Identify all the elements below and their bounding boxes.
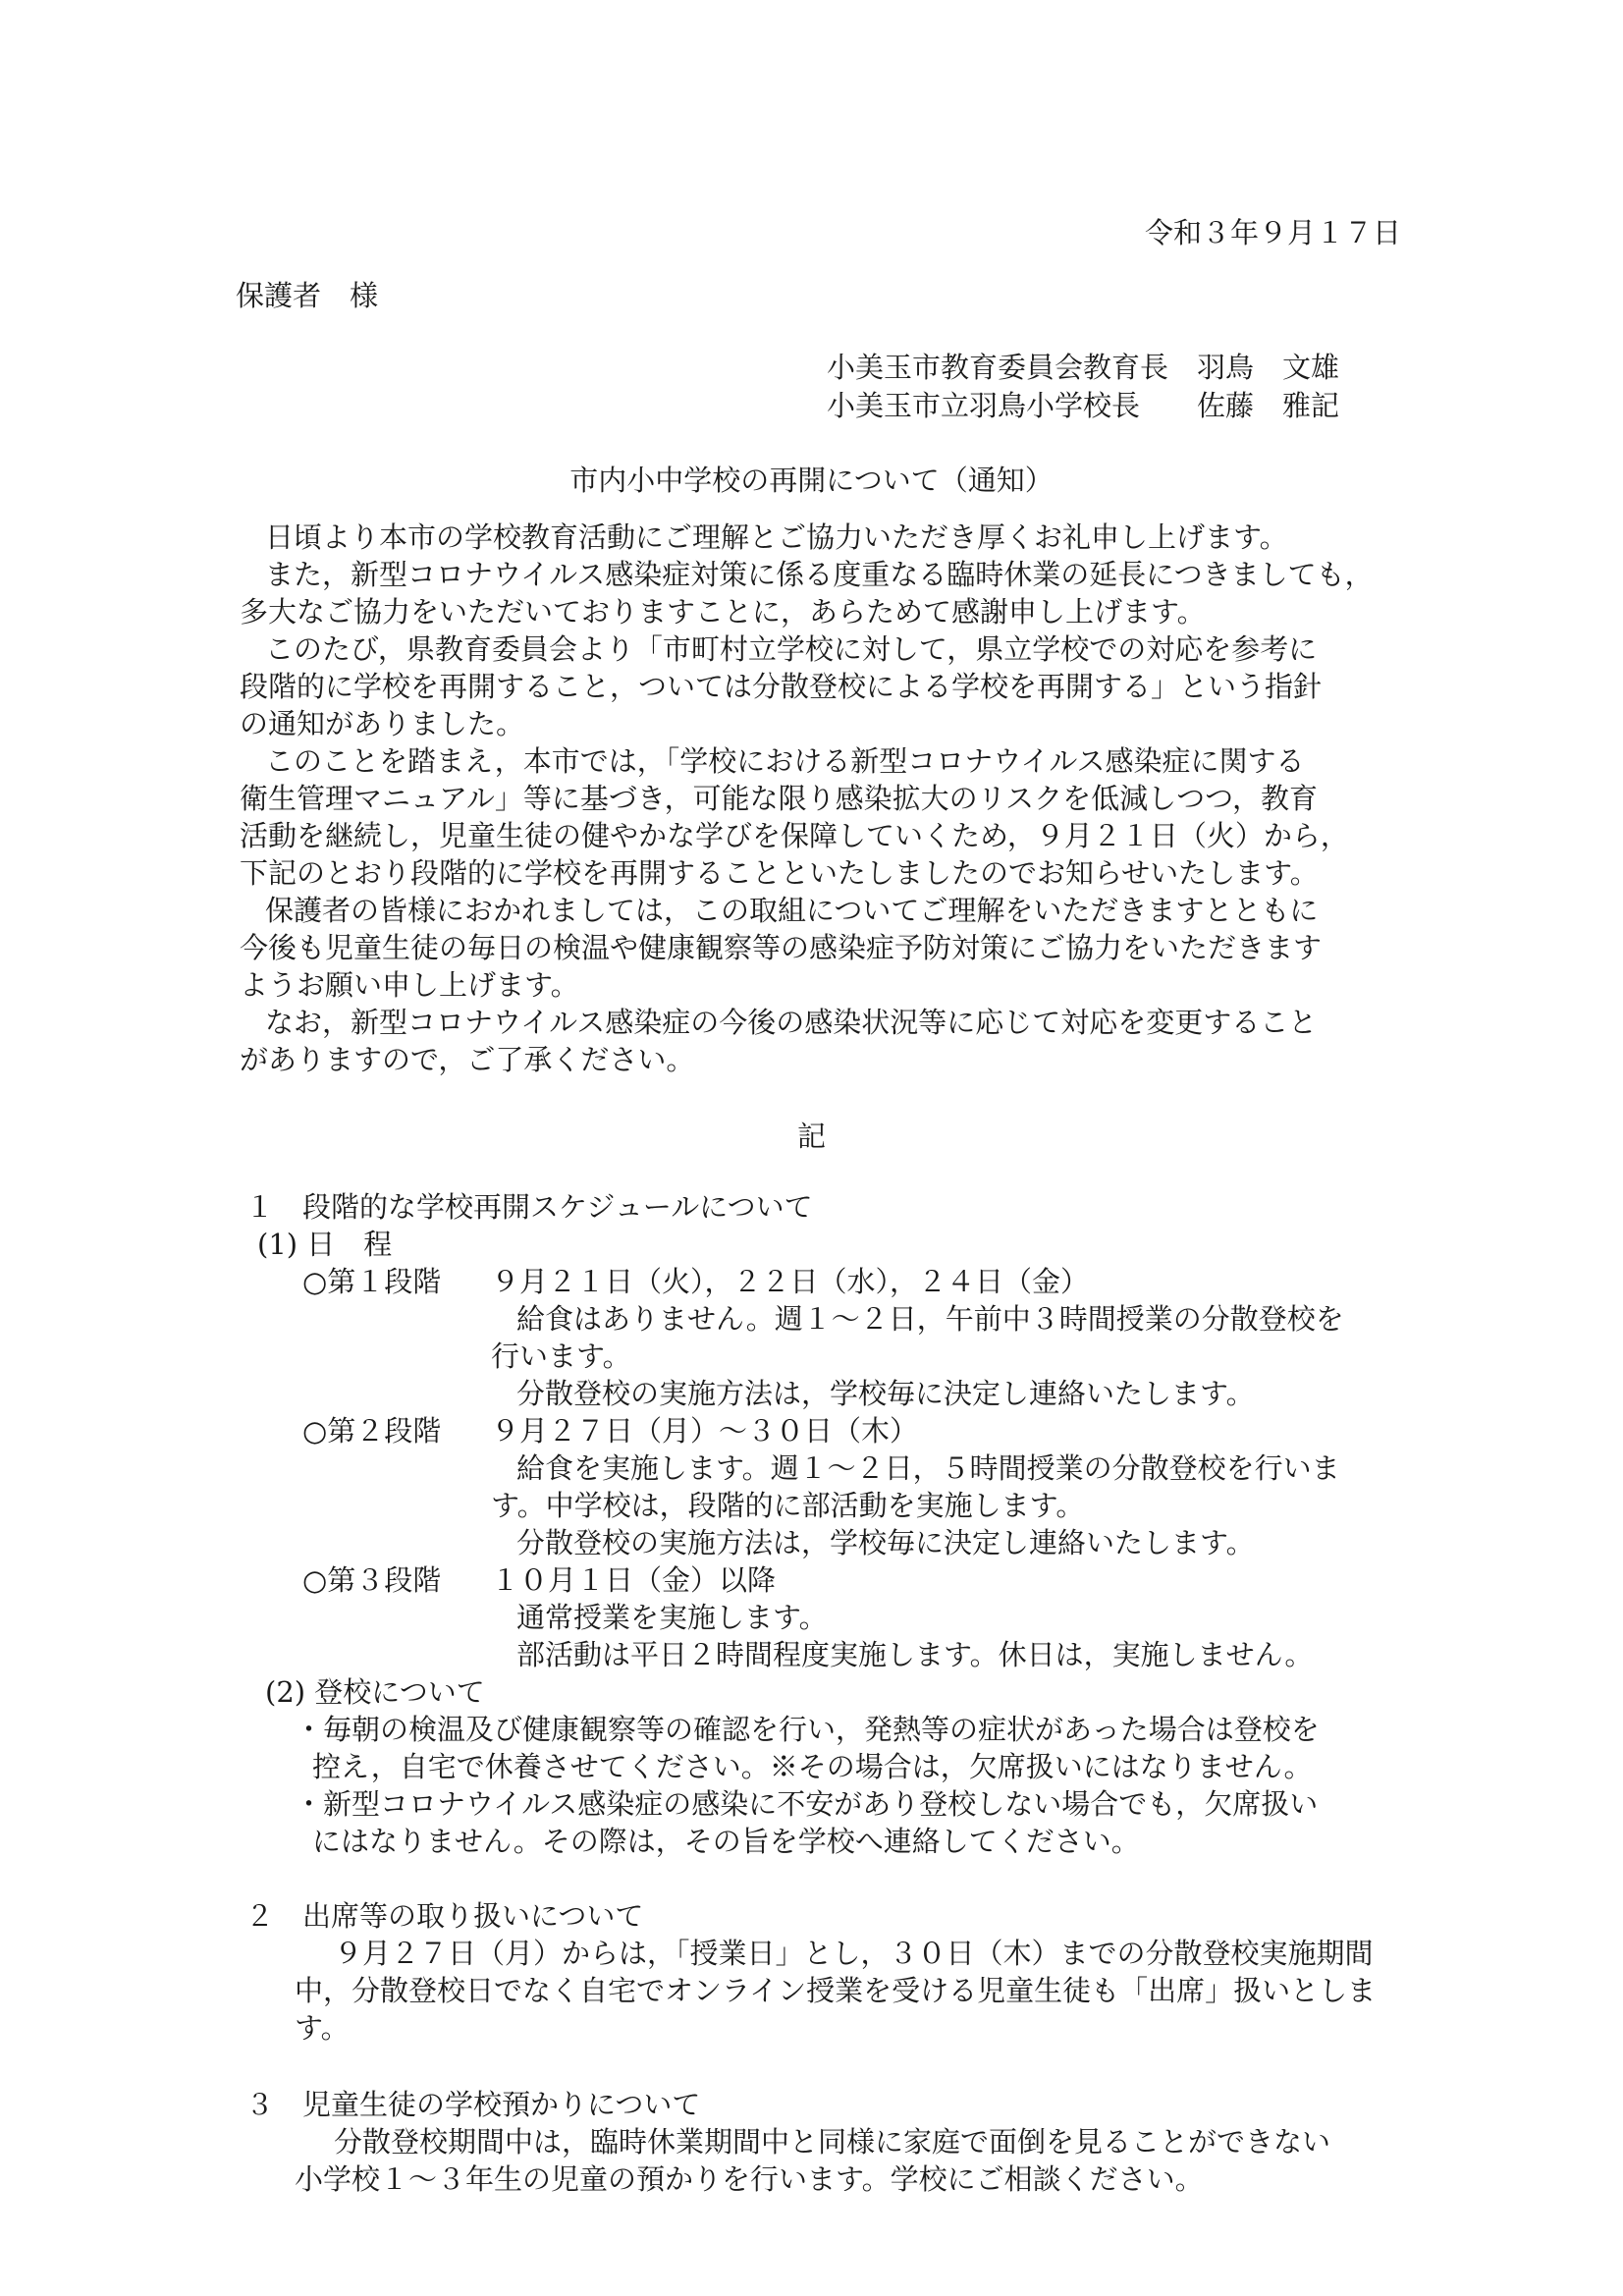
document-title: 市内小中学校の再開について（通知） bbox=[569, 464, 1054, 497]
section3-heading: ３ 児童生徒の学校預かりについて bbox=[245, 2088, 701, 2121]
body-line: 保護者の皆様におかれましては，この取組についてご理解をいただきますとともに bbox=[265, 894, 1319, 927]
body-line: 今後も児童生徒の毎日の検温や健康観察等の感染症予防対策にご協力をいただきます bbox=[240, 931, 1323, 964]
body-line: がありますので，ご了承ください。 bbox=[240, 1043, 695, 1076]
ki-marker: 記 bbox=[796, 1120, 826, 1153]
sender-principal: 小美玉市立羽鳥小学校長 佐藤 雅記 bbox=[827, 389, 1340, 422]
sender-superintendent: 小美玉市教育委員会教育長 羽鳥 文雄 bbox=[827, 351, 1340, 384]
bullet-line: ・毎朝の検温及び健康観察等の確認を行い，発熱等の症状があった場合は登校を bbox=[295, 1713, 1320, 1746]
stage1-text: 給食はありません。週１～２日，午前中３時間授業の分散登校を bbox=[516, 1302, 1344, 1336]
body-line: また，新型コロナウイルス感染症対策に係る度重なる臨時休業の延長につきましても， bbox=[265, 558, 1374, 591]
stage2-text: 給食を実施します。週１～２日，５時間授業の分散登校を行いま bbox=[516, 1451, 1340, 1485]
stage3-text: 通常授業を実施します。 bbox=[516, 1601, 828, 1634]
section2-text: す。 bbox=[295, 2011, 350, 2045]
section2-text: ９月２７日（月）からは，「授業日」とし，３０日（木）までの分散登校実施期間 bbox=[334, 1937, 1374, 1970]
body-line: なお，新型コロナウイルス感染症の今後の感染状況等に応じて対応を変更すること bbox=[265, 1006, 1318, 1039]
document-date: 令和３年９月１７日 bbox=[1145, 216, 1402, 249]
stage2-text: す。中学校は，段階的に部活動を実施します。 bbox=[491, 1489, 1085, 1522]
bullet-line: ・新型コロナウイルス感染症の感染に不安があり登校しない場合でも，欠席扱い bbox=[295, 1787, 1319, 1821]
body-line: 衛生管理マニュアル」等に基づき，可能な限り感染拡大のリスクを低減しつつ，教育 bbox=[240, 782, 1318, 815]
stage1-dates: ９月２１日（火），２２日（水），２４日（金） bbox=[491, 1265, 1090, 1298]
body-line: このたび，県教育委員会より「市町村立学校に対して，県立学校での対応を参考に bbox=[265, 632, 1318, 666]
section1-sub1: (1) 日 程 bbox=[257, 1228, 393, 1261]
addressee: 保護者 様 bbox=[236, 279, 379, 312]
body-line: 下記のとおり段階的に学校を再開することといたしましたのでお知らせいたします。 bbox=[240, 856, 1319, 890]
body-line: ようお願い申し上げます。 bbox=[240, 968, 579, 1002]
stage1-label: ○第１段階 bbox=[302, 1265, 442, 1298]
bullet-line: にはなりません。その際は，その旨を学校へ連絡してください。 bbox=[312, 1825, 1140, 1858]
stage3-text: 部活動は平日２時間程度実施します。休日は，実施しません。 bbox=[516, 1638, 1314, 1671]
body-line: 活動を継続し，児童生徒の健やかな学びを保障していくため，９月２１日（火）から， bbox=[240, 819, 1349, 852]
section1-sub2: (2) 登校について bbox=[265, 1675, 485, 1709]
section3-text: 小学校１～３年生の児童の預かりを行います。学校にご相談ください。 bbox=[295, 2162, 1204, 2196]
stage3-dates: １０月１日（金）以降 bbox=[491, 1563, 777, 1597]
section2-text: 中，分散登校日でなく自宅でオンライン授業を受ける児童生徒も「出席」扱いとしま bbox=[295, 1974, 1377, 2007]
body-line: 段階的に学校を再開すること，ついては分散登校による学校を再開する」という指針 bbox=[240, 670, 1323, 703]
stage3-label: ○第３段階 bbox=[302, 1563, 442, 1597]
body-line: の通知がありました。 bbox=[240, 707, 525, 740]
section1-heading: １ 段階的な学校再開スケジュールについて bbox=[245, 1190, 813, 1224]
stage1-text: 行います。 bbox=[491, 1339, 631, 1373]
stage2-text: 分散登校の実施方法は，学校毎に決定し連絡いたします。 bbox=[516, 1526, 1255, 1559]
body-line: このことを踏まえ，本市では，「学校における新型コロナウイルス感染症に関する bbox=[265, 744, 1305, 778]
body-line: 多大なご協力をいただいておりますことに，あらためて感謝申し上げます。 bbox=[240, 595, 1206, 629]
stage2-label: ○第２段階 bbox=[302, 1414, 442, 1448]
bullet-line: 控え，自宅で休養させてください。※その場合は，欠席扱いにはなりません。 bbox=[312, 1750, 1313, 1783]
body-line: 日頃より本市の学校教育活動にご理解とご協力いただき厚くお礼申し上げます。 bbox=[265, 520, 1288, 554]
stage1-text: 分散登校の実施方法は，学校毎に決定し連絡いたします。 bbox=[516, 1377, 1255, 1410]
section2-heading: ２ 出席等の取り扱いについて bbox=[245, 1899, 644, 1933]
section3-text: 分散登校期間中は，臨時休業期間中と同様に家庭で面倒を見ることができない bbox=[334, 2125, 1331, 2159]
stage2-dates: ９月２７日（月）～３０日（木） bbox=[491, 1414, 919, 1448]
